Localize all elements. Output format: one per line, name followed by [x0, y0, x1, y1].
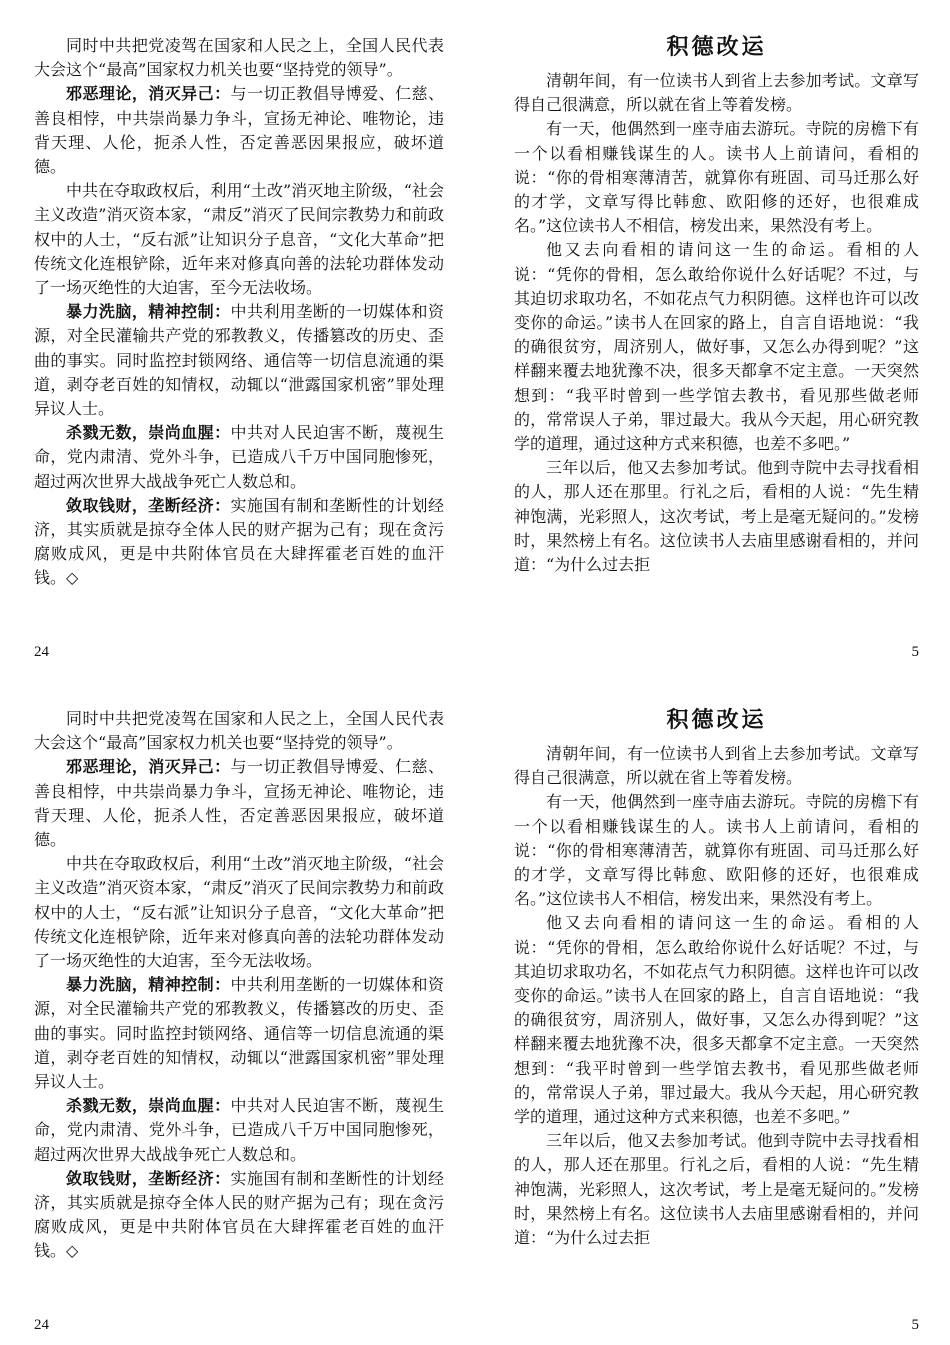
paragraph-heading: 杀戮无数，崇尚血腥：: [66, 1096, 231, 1116]
paragraph: 他又去向看相的请问这一生的命运。看相的人说：“凭你的骨相，怎么敢给你说什么好话呢？不过，与其迫切求取功名，不如花点气力积阴德。这样也许可以改变你的命运。”读书人在回家的路上，自言自语地说：“我的确很贫穷，周济别人，做好事，又怎么办得到呢？”这样翻来覆去地犹豫不决，很多天都拿不定主意。一天突然想到：“我平时曾到一些学馆去教书，看见那些做老师的，常常误人子弟，罪过最大。我从今天起，用心研究教学的道理，通过这种方式来积德，也差不多吧。”: [514, 913, 919, 1127]
left-page-body: [34, 707, 444, 1264]
article-title: 积德改运: [666, 34, 767, 60]
paragraph: 清朝年间，有一位读书人到省上去参加考试。文章写得自己很满意，所以就在省上等着发榜。: [514, 71, 919, 115]
paragraph: 有一天，他偶然到一座寺庙去游玩。寺院的房檐下有一个以看相赚钱谋生的人。读书人上前请问，看相的说：“你的骨相寒薄清苦，就算你有班固、司马迁那么好的才学，文章写得比韩愈、欧阳修的还好，也很难成名。”这位读书人不相信，榜发出来，果然没有考上。: [514, 792, 919, 909]
right-page-body: [514, 69, 919, 577]
paragraph: 邪恶理论，消灭异己：与一切正教倡导博爱、仁慈、善良相悖，中共崇尚暴力争斗，宣扬无神论、唯物论，违背天理、人伦，扼杀人性，否定善恶因果报应，破坏道德。: [34, 757, 444, 850]
paragraph: 杀戮无数，崇尚血腥：中共对人民迫害不断，蔑视生命，党内肃清、党外斗争，已造成八千万中国同胞惨死，超过两次世界大战战争死亡人数总和。: [34, 1096, 444, 1164]
left-page: [34, 0, 444, 672]
paragraph: 有一天，他偶然到一座寺庙去游玩。寺院的房檐下有一个以看相赚钱谋生的人。读书人上前请问，看相的说：“你的骨相寒薄清苦，就算你有班固、司马迁那么好的才学，文章写得比韩愈、欧阳修的还好，也很难成名。”这位读书人不相信，榜发出来，果然没有考上。: [514, 119, 919, 236]
left-page: [34, 673, 444, 1345]
paragraph: 暴力洗脑，精神控制：中共利用垄断的一切媒体和资源，对全民灌输共产党的邪教教义，传播篡改的历史、歪曲的事实。同时监控封锁网络、通信等一切信息流通的渠道，剥夺老百姓的知情权，动辄以“泄露国家机密”罪处理异议人士。: [34, 302, 444, 419]
right-page: [514, 673, 919, 1345]
article-title: 积德改运: [666, 707, 767, 733]
paragraph: 敛取钱财，垄断经济：实施国有制和垄断性的计划经济，其实质就是掠夺全体人民的财产据为己有；现在贪污腐败成风，更是中共附体官员在大肆挥霍老百姓的血汗钱。◇: [34, 1168, 444, 1261]
paragraph: 同时中共把党凌驾在国家和人民之上，全国人民代表大会这个“最高”国家权力机关也要“坚持党的领导”。: [34, 709, 444, 753]
page-number: 5: [911, 644, 919, 660]
paragraph-heading: 暴力洗脑，精神控制：: [66, 302, 231, 322]
left-page-body: [34, 34, 444, 591]
paragraph: 他又去向看相的请问这一生的命运。看相的人说：“凭你的骨相，怎么敢给你说什么好话呢？不过，与其迫切求取功名，不如花点气力积阴德。这样也许可以改变你的命运。”读书人在回家的路上，自言自语地说：“我的确很贫穷，周济别人，做好事，又怎么办得到呢？”这样翻来覆去地犹豫不决，很多天都拿不定主意。一天突然想到：“我平时曾到一些学馆去教书，看见那些做老师的，常常误人子弟，罪过最大。我从今天起，用心研究教学的道理，通过这种方式来积德，也差不多吧。”: [514, 240, 919, 454]
paragraph: 同时中共把党凌驾在国家和人民之上，全国人民代表大会这个“最高”国家权力机关也要“坚持党的领导”。: [34, 36, 444, 80]
paragraph-heading: 暴力洗脑，精神控制：: [66, 975, 231, 995]
paragraph: 三年以后，他又去参加考试。他到寺院中去寻找看相的人，那人还在那里。行礼之后，看相的人说：“先生精神饱满，光彩照人，这次考试，考上是毫无疑问的。”发榜时，果然榜上有名。这位读书人去庙里感谢看相的，并问道：“为什么过去拒: [514, 1131, 919, 1248]
page-number: 24: [34, 1317, 49, 1333]
paragraph-heading: 邪恶理论，消灭异己：: [66, 757, 231, 777]
page-number: 24: [34, 644, 49, 660]
paragraph-heading: 邪恶理论，消灭异己：: [66, 84, 231, 104]
spread-top: [0, 0, 950, 672]
spread-bottom: [0, 673, 950, 1345]
right-page-body: [514, 742, 919, 1250]
paragraph-heading: 敛取钱财，垄断经济：: [66, 495, 231, 515]
paragraph: 暴力洗脑，精神控制：中共利用垄断的一切媒体和资源，对全民灌输共产党的邪教教义，传播篡改的历史、歪曲的事实。同时监控封锁网络、通信等一切信息流通的渠道，剥夺老百姓的知情权，动辄以“泄露国家机密”罪处理异议人士。: [34, 975, 444, 1092]
paragraph: 清朝年间，有一位读书人到省上去参加考试。文章写得自己很满意，所以就在省上等着发榜。: [514, 744, 919, 788]
right-page: [514, 0, 919, 672]
paragraph: 中共在夺取政权后，利用“土改”消灭地主阶级，“社会主义改造”消灭资本家，“肃反”消灭了民间宗教势力和前政权中的人士，“反右派”让知识分子息音，“文化大革命”把传统文化连根铲除，近年来对修真向善的法轮功群体发动了一场灭绝性的大迫害，至今无法收场。: [34, 181, 444, 298]
paragraph: 三年以后，他又去参加考试。他到寺院中去寻找看相的人，那人还在那里。行礼之后，看相的人说：“先生精神饱满，光彩照人，这次考试，考上是毫无疑问的。”发榜时，果然榜上有名。这位读书人去庙里感谢看相的，并问道：“为什么过去拒: [514, 458, 919, 575]
paragraph: 敛取钱财，垄断经济：实施国有制和垄断性的计划经济，其实质就是掠夺全体人民的财产据为己有；现在贪污腐败成风，更是中共附体官员在大肆挥霍老百姓的血汗钱。◇: [34, 495, 444, 588]
paragraph: 杀戮无数，崇尚血腥：中共对人民迫害不断，蔑视生命，党内肃清、党外斗争，已造成八千万中国同胞惨死，超过两次世界大战战争死亡人数总和。: [34, 423, 444, 491]
page-number: 5: [911, 1317, 919, 1333]
paragraph-heading: 杀戮无数，崇尚血腥：: [66, 423, 231, 443]
paragraph: 中共在夺取政权后，利用“土改”消灭地主阶级，“社会主义改造”消灭资本家，“肃反”消灭了民间宗教势力和前政权中的人士，“反右派”让知识分子息音，“文化大革命”把传统文化连根铲除，近年来对修真向善的法轮功群体发动了一场灭绝性的大迫害，至今无法收场。: [34, 854, 444, 971]
paragraph-heading: 敛取钱财，垄断经济：: [66, 1168, 231, 1188]
paragraph: 邪恶理论，消灭异己：与一切正教倡导博爱、仁慈、善良相悖，中共崇尚暴力争斗，宣扬无神论、唯物论，违背天理、人伦，扼杀人性，否定善恶因果报应，破坏道德。: [34, 84, 444, 177]
